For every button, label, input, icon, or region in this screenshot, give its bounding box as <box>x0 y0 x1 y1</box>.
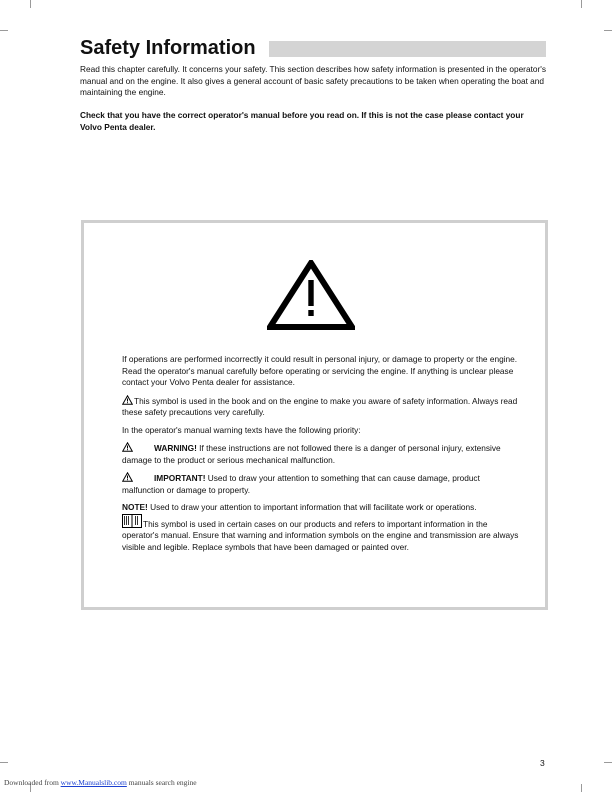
download-footer <box>4 778 197 787</box>
crop-mark <box>581 784 582 792</box>
safety-panel <box>81 220 548 610</box>
manual-book-icon <box>122 514 142 528</box>
symbol-paragraph-text: This symbol is used in the book and on the engine to make you aware of safety information. Always read these safety precautions very carefully. <box>122 395 518 417</box>
footer-suffix: manuals search engine <box>126 778 197 787</box>
crop-mark <box>581 0 582 8</box>
important-paragraph <box>122 472 522 496</box>
footer-prefix: Downloaded from <box>4 778 61 787</box>
intro-paragraph: Read this chapter carefully. It concerns your safety. This section describes how safety information is presented in the operator's manual and on the engine. It also gives a general account of basic safety precautions to be taken when operating the boat and maintaining the engine. <box>80 64 546 97</box>
important-label: IMPORTANT! <box>154 473 206 483</box>
warning-label: WARNING! <box>154 443 197 453</box>
manual-check-notice: Check that you have the correct operator's manual before you read on. If this is not the case please contact your Volvo Penta dealer. <box>80 110 524 132</box>
note-paragraph <box>122 502 522 514</box>
warning-paragraph <box>122 442 522 466</box>
book-symbol-paragraph <box>122 514 522 554</box>
crop-mark <box>604 762 612 763</box>
warning-triangle-icon <box>267 260 355 330</box>
crop-mark <box>604 30 612 31</box>
symbol-paragraph <box>122 395 522 419</box>
warning-text: If these instructions are not followed there is a danger of personal injury, extensive damage to the product or serious mechanical malfunction. <box>122 443 501 465</box>
warning-triangle-small-icon <box>122 442 133 452</box>
crop-mark <box>0 30 8 31</box>
crop-mark <box>30 0 31 8</box>
priority-paragraph: In the operator's manual warning texts have the following priority: <box>122 424 361 435</box>
title-bar <box>269 41 546 57</box>
important-text: Used to draw your attention to something that can cause damage, product malfunction or damage to property. <box>122 473 480 495</box>
incorrect-operation-paragraph: If operations are performed incorrectly it could result in personal injury, or damage to property or the engine. Read the operator's manual carefully before operating or servicing the engine. If anything is unclear please contact your Volvo Penta dealer for assistance. <box>122 354 518 387</box>
page-number: 3 <box>540 758 545 768</box>
panel-text <box>122 354 522 559</box>
note-text: Used to draw your attention to important information that will facilitate work or operations. <box>147 502 477 512</box>
page-title: Safety Information <box>80 37 256 59</box>
warning-triangle-small-icon <box>122 395 133 405</box>
warning-triangle-small-icon <box>122 472 133 482</box>
manualslib-link[interactable]: www.Manualslib.com <box>60 778 127 787</box>
book-symbol-text: This symbol is used in certain cases on our products and refers to important information in the operator's manual. Ensure that warning and information symbols on the engine and transmission are always visible and legible. Replace symbols that have been damaged or painted over. <box>122 518 519 552</box>
note-label: NOTE! <box>122 502 148 512</box>
title-row <box>80 36 546 60</box>
crop-mark <box>0 762 8 763</box>
